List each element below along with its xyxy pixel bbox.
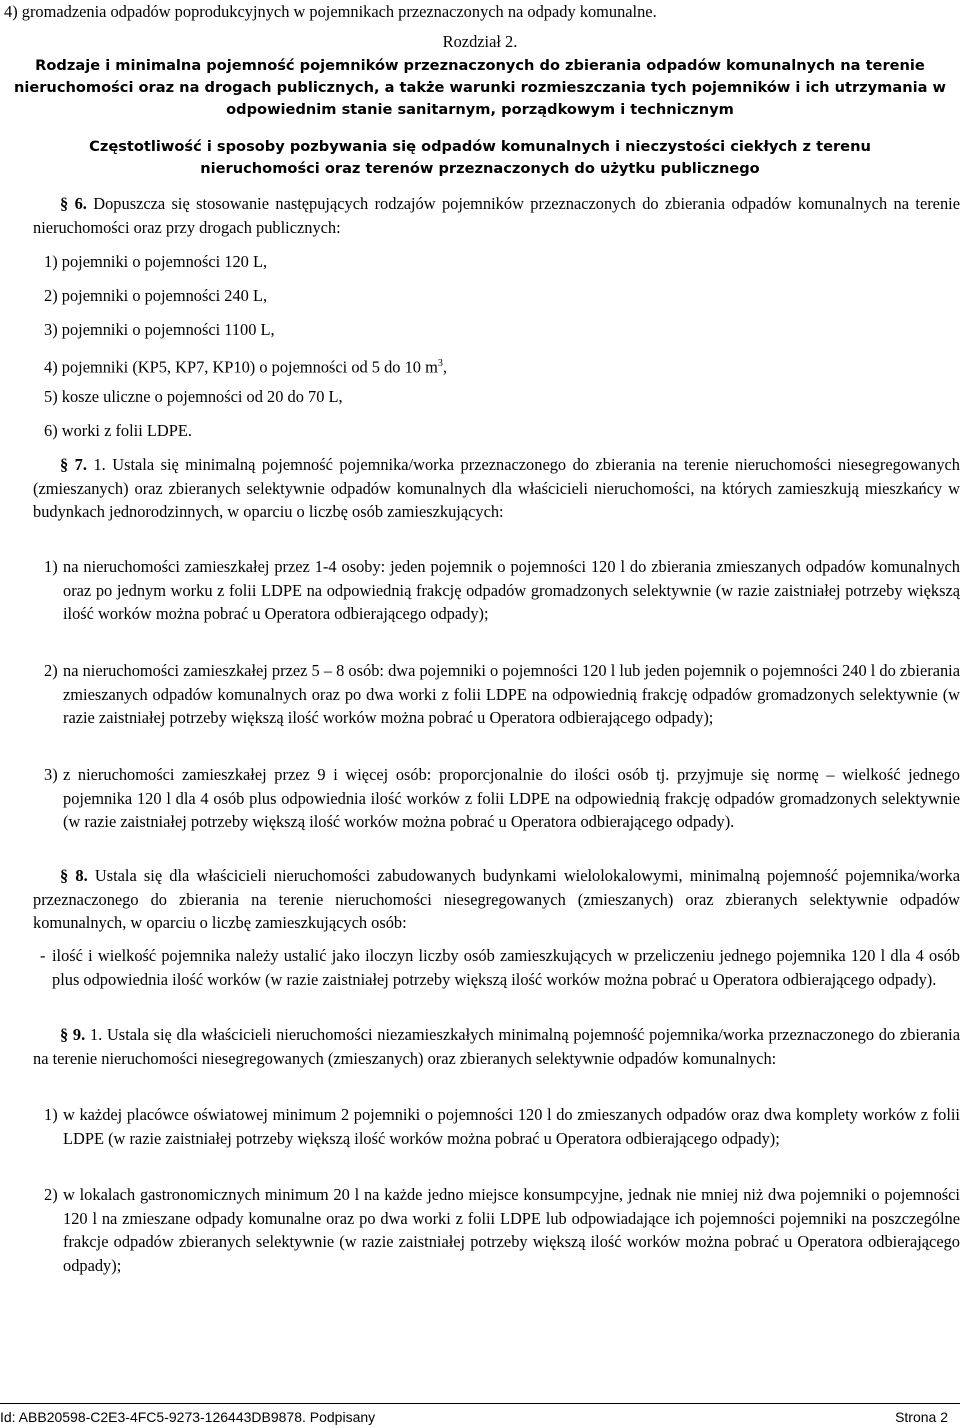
footer-divider [0, 1403, 960, 1404]
section-9-mark: § 9. [60, 1025, 86, 1044]
s8-item-1 [40, 944, 960, 991]
section-6-paragraph [33, 192, 960, 239]
s7-item-2-label: 2) [44, 661, 58, 680]
section-8-text: Ustala się dla właścicieli nieruchomości zabudowanych budynkami wielolokalowymi, minimalną pojemność pojemnika/worka przeznaczonego do zbierania na terenie nieruchomości niesegregowanych (zmieszanych) oraz zbieranych selektywnie odpadów komunalnych, w oparciu o liczbę zamieszkujących osób: [33, 866, 960, 932]
s9-item-1 [44, 1103, 960, 1150]
s6-item-6: 6) worki z folii LDPE. [44, 421, 192, 440]
s8-item-1-label: - [40, 946, 46, 965]
section-8-paragraph [33, 864, 960, 935]
s7-item-1-text: na nieruchomości zamieszkałej przez 1-4 osoby: jeden pojemnik o pojemności 120 l do zbierania zmieszanych odpadów komunalnych oraz po jednym worku z folii LDPE na odpowiednią frakcję odpadów gromadzonych selektywnie (w razie zaistniałej potrzeby większą ilość worków można pobrać u Operatora odbierającego odpady); [63, 557, 960, 623]
s7-item-3-label: 3) [44, 765, 58, 784]
s9-item-2-text: w lokalach gastronomicznych minimum 20 l na każde jedno miejsce konsumpcyjne, jednak nie mniej niż dwa pojemniki o pojemności 120 l na zmieszane odpady komunalne oraz po dwa worki z folii LDPE lub odpowiadające ich pojemności pojemniki na poszczególne frakcje odpadów zbieranych selektywnie (w razie zaistniałej potrzeby większą ilość worków można pobrać u Operatora odbierającego odpady); [63, 1185, 960, 1275]
section-8-mark: § 8. [60, 866, 88, 885]
s6-item-4-tail: , [442, 357, 447, 377]
chapter-title: Rodzaje i minimalna pojemność pojemników przeznaczonych do zbierania odpadów komunalnych na terenie nieruchomości oraz na drogach publicznych, a także warunki rozmieszczania tych pojemników i ich utrzymania w odpowiednim stanie sanitarnym, porządkowym i technicznym [13, 57, 947, 118]
s9-item-2 [44, 1183, 960, 1277]
s6-item-4 [44, 352, 447, 379]
section-9-paragraph [33, 1023, 960, 1070]
s7-item-1-label: 1) [44, 557, 58, 576]
s9-item-1-text: w każdej placówce oświatowej minimum 2 pojemniki o pojemności 120 l do zmieszanych odpadów oraz dwa komplety worków z folii LDPE (w razie zaistniałej potrzeby większą ilość worków można pobrać u Operatora odbierającego odpady); [63, 1105, 960, 1148]
s9-item-2-label: 2) [44, 1185, 58, 1204]
section-6-mark: § 6. [60, 194, 87, 213]
s6-item-2: 2) pojemniki o pojemności 240 L, [44, 286, 268, 305]
s7-item-3 [44, 763, 960, 834]
chapter-number: Rozdział 2. [442, 32, 518, 51]
s7-item-2 [44, 659, 960, 730]
s6-item-4-superscript: 3 [437, 358, 443, 369]
s9-item-1-label: 1) [44, 1105, 58, 1124]
section-6-text: Dopuszcza się stosowanie następujących rodzajów pojemników przeznaczonych do zbierania odpadów komunalnych na terenie nieruchomości oraz przy drogach publicznych: [33, 194, 960, 237]
chapter-subtitle: Częstotliwość i sposoby pozbywania się odpadów komunalnych i nieczystości ciekłych z terenu nieruchomości oraz terenów przeznaczonych do użytku publicznego [89, 138, 871, 177]
footer-page-number: Strona 2 [895, 1409, 948, 1425]
s6-item-3: 3) pojemniki o pojemności 1100 L, [44, 320, 275, 339]
footer-document-id: Id: ABB20598-C2E3-4FC5-9273-126443DB9878. Podpisany [0, 1409, 376, 1425]
section-9-text: 1. Ustala się dla właścicieli nieruchomości niezamieszkałych minimalną pojemność pojemnika/worka przeznaczonego do zbierania na terenie nieruchomości niesegregowanych (zmieszanych) oraz zbieranych selektywnie odpadów komunalnych: [33, 1025, 960, 1068]
section-7-paragraph [33, 453, 960, 524]
s7-item-1 [44, 555, 960, 626]
s7-item-2-text: na nieruchomości zamieszkałej przez 5 – 8 osób: dwa pojemniki o pojemności 120 l lub jeden pojemnik o pojemności 240 l do zbierania zmieszanych odpadów komunalnych oraz po dwa worki z folii LDPE na odpowiednią frakcję odpadów gromadzonych selektywnie (w razie zaistniałej potrzeby większą ilość worków można pobrać u Operatora odbierającego odpady); [63, 661, 960, 727]
section-7-mark: § 7. [60, 455, 87, 474]
top-line: 4) gromadzenia odpadów poprodukcyjnych w pojemnikach przeznaczonych na odpady komunalne. [4, 2, 657, 21]
s6-item-4-text: 4) pojemniki (KP5, KP7, KP10) o pojemności od 5 do 10 m [44, 357, 438, 377]
s7-item-3-text: z nieruchomości zamieszkałej przez 9 i więcej osób: proporcjonalnie do ilości osób tj. przyjmuje się normę – wielkość jednego pojemnika 120 l dla 4 osób plus odpowiednia ilość worków z folii LDPE na odpowiednią frakcję odpadów gromadzonych selektywnie (w razie zaistniałej potrzeby większą ilość worków można pobrać u Operatora odbierającego odpady). [63, 765, 960, 831]
section-7-text: 1. Ustala się minimalną pojemność pojemnika/worka przeznaczonego do zbierania na terenie nieruchomości niesegregowanych (zmieszanych) oraz zbieranych selektywnie odpadów komunalnych dla właścicieli nieruchomości, na których zamieszkują mieszkańcy w budynkach jednorodzinnych, w oparciu o liczbę osób zamieszkujących: [33, 455, 960, 521]
s6-item-1: 1) pojemniki o pojemności 120 L, [44, 252, 268, 271]
s8-item-1-text: ilość i wielkość pojemnika należy ustalić jako iloczyn liczby osób zamieszkujących w przeliczeniu jednego pojemnika 120 l dla 4 osób plus odpowiednia ilość worków (w razie zaistniałej potrzeby większą ilość worków można pobrać u Operatora odbierającego odpady). [52, 946, 960, 989]
s6-item-5: 5) kosze uliczne o pojemności od 20 do 70 L, [44, 387, 343, 406]
